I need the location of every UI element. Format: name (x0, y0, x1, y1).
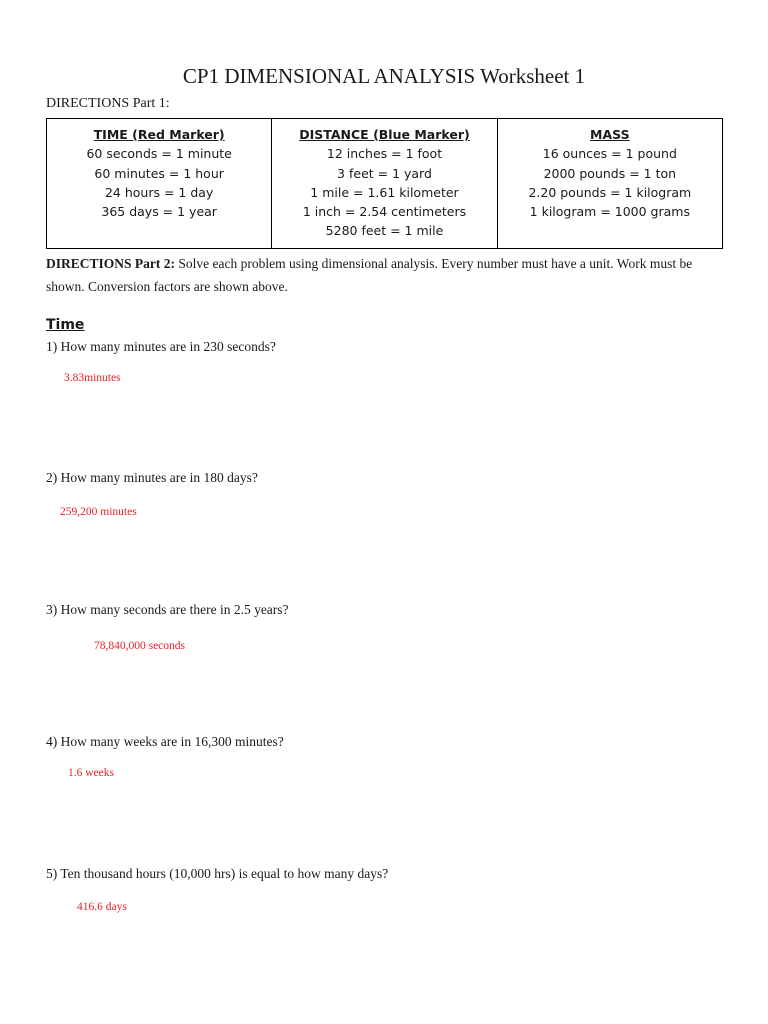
time-factors-column (47, 119, 272, 249)
problem-question: 5) Ten thousand hours (10,000 hrs) is equal to how many days? (46, 866, 389, 881)
time-factor: 365 days = 1 year (101, 204, 217, 220)
distance-factor: 1 inch = 2.54 centimeters (302, 204, 467, 220)
distance-factor: 12 inches = 1 foot (326, 146, 443, 162)
problem-answer: 259,200 minutes (60, 506, 137, 518)
mass-column-header: MASS (590, 127, 630, 142)
worksheet-title: CP1 DIMENSIONAL ANALYSIS Worksheet 1 (182, 64, 586, 88)
mass-factor: 2000 pounds = 1 ton (543, 165, 677, 181)
mass-factor: 1 kilogram = 1000 grams (529, 204, 690, 220)
mass-factors-column (497, 119, 722, 249)
distance-factors-column (272, 119, 497, 249)
problem-answer: 1.6 weeks (68, 767, 114, 779)
problem-question: 1) How many minutes are in 230 seconds? (46, 339, 276, 354)
problem-question: 2) How many minutes are in 180 days? (46, 470, 258, 485)
time-factor: 24 hours = 1 day (104, 184, 214, 200)
distance-factor: 5280 feet = 1 mile (325, 223, 444, 239)
problem-answer: 78,840,000 seconds (94, 640, 186, 652)
distance-factor: 1 mile = 1.61 kilometer (310, 184, 459, 200)
section-title-time: Time (46, 317, 85, 333)
mass-factor: 16 ounces = 1 pound (542, 146, 677, 162)
distance-factor: 3 feet = 1 yard (337, 165, 432, 181)
problem-answer: 416.6 days (77, 901, 127, 913)
time-column-header: TIME (Red Marker) (93, 127, 225, 142)
directions-part1: DIRECTIONS Part 1: (46, 96, 170, 111)
distance-column-header: DISTANCE (Blue Marker) (299, 127, 470, 142)
problem-answer: 3.83minutes (64, 372, 121, 384)
time-factor: 60 seconds = 1 minute (86, 146, 232, 162)
problem-question: 4) How many weeks are in 16,300 minutes? (46, 734, 284, 749)
problem-question: 3) How many seconds are there in 2.5 years? (46, 602, 289, 617)
directions-part2 (46, 252, 726, 298)
directions-part2-lead: DIRECTIONS Part 2: (46, 256, 176, 271)
conversion-factors-table (46, 118, 723, 249)
mass-factor: 2.20 pounds = 1 kilogram (528, 184, 692, 200)
time-factor: 60 minutes = 1 hour (94, 165, 224, 181)
directions-part2-text: Solve each problem using dimensional analysis. Every number must have a unit. Work must be shown. Conversion factors are shown above. (46, 256, 693, 294)
